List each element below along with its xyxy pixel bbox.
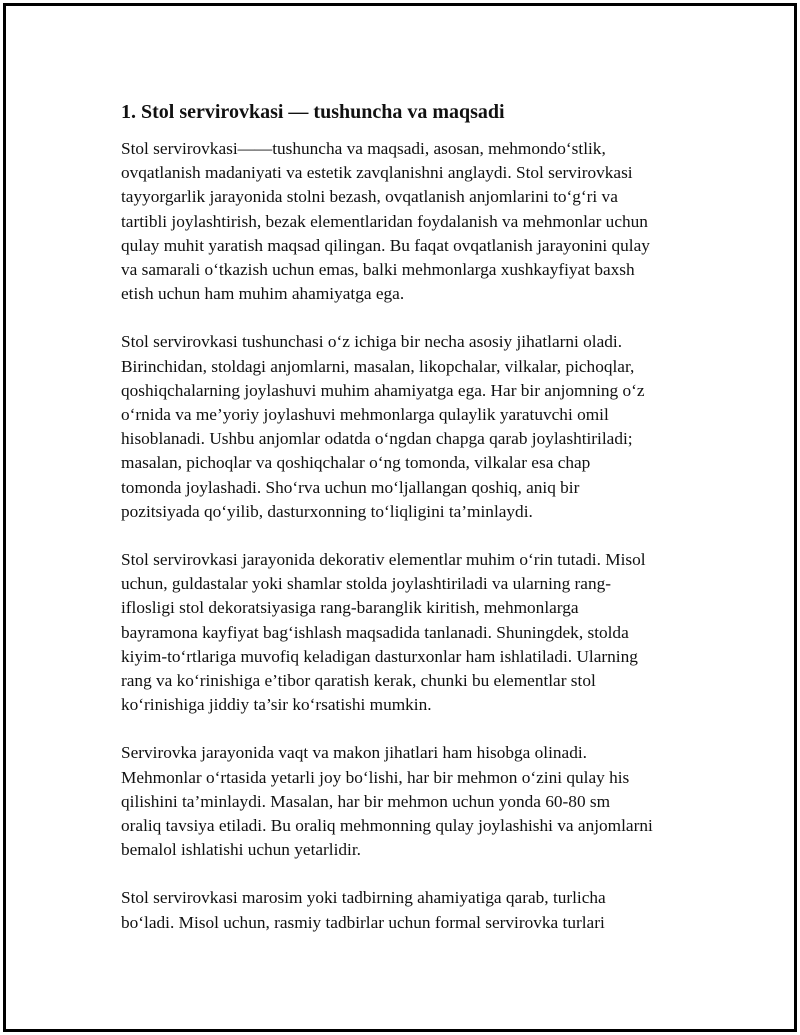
text-line: uchun, guldastalar yoki shamlar stolda joylashtiriladi va ularning rang- <box>121 574 611 594</box>
text-line: va samarali o‘tkazish uchun emas, balki mehmonlarga xushkayfiyat baxsh <box>121 260 635 280</box>
text-line: Stol servirovkasi——tushuncha va maqsadi, asosan, mehmondo‘stlik, <box>121 139 606 158</box>
paragraph-4 <box>121 741 711 862</box>
text-line: hisoblanadi. Ushbu anjomlar odatda o‘ngdan chapga qarab joylashtiriladi; <box>121 429 633 449</box>
text-line: tomonda joylashadi. Sho‘rva uchun mo‘ljallangan qoshiq, aniq bir <box>121 477 580 497</box>
text-line: masalan, pichoqlar va qoshiqchalar o‘ng tomonda, vilkalar esa chap <box>121 453 591 473</box>
document-body <box>121 98 711 959</box>
text-line: pozitsiyada qo‘yilib, dasturxonning to‘liqligini ta’minlaydi. <box>121 501 533 521</box>
text-line: rang va ko‘rinishiga e’tibor qaratish kerak, chunki bu elementlar stol <box>121 671 596 691</box>
text-line: Servirovka jarayonida vaqt va makon jihatlari ham hisobga olinadi. <box>121 743 587 763</box>
page-frame <box>3 3 797 1032</box>
paragraph-1 <box>121 137 711 306</box>
paragraph-2 <box>121 330 711 524</box>
paragraph-5 <box>121 886 711 934</box>
text-line: o‘rnida va me’yoriy joylashuvi mehmonlarga qulaylik yaratuvchi omil <box>121 405 609 425</box>
text-line: Stol servirovkasi marosim yoki tadbirning ahamiyatiga qarab, turlicha <box>121 888 606 908</box>
text-line: qulay muhit yaratish maqsad qilingan. Bu faqat ovqatlanish jarayonini qulay <box>121 235 650 255</box>
section-heading: 1. Stol servirovkasi — tushuncha va maqsadi <box>121 101 505 123</box>
text-line: Mehmonlar o‘rtasida yetarli joy bo‘lishi, har bir mehmon o‘zini qulay his <box>121 767 630 787</box>
text-line: oraliq tavsiya etiladi. Bu oraliq mehmonning qulay joylashishi va anjomlarni <box>121 816 653 836</box>
text-line: ko‘rinishiga jiddiy ta’sir ko‘rsatishi mumkin. <box>121 695 432 715</box>
text-line: tayyorgarlik jarayonida stolni bezash, ovqatlanish anjomlarini to‘g‘ri va <box>121 187 618 207</box>
text-line: etish uchun ham muhim ahamiyatga ega. <box>121 284 405 304</box>
text-line: qilishini ta’minlaydi. Masalan, har bir mehmon uchun yonda 60-80 sm <box>121 791 611 811</box>
text-line: iflosligi stol dekoratsiyasiga rang-baranglik kiritish, mehmonlarga <box>121 598 579 618</box>
text-line: Stol servirovkasi jarayonida dekorativ elementlar muhim o‘rin tutadi. Misol <box>121 550 646 570</box>
text-line: bayramona kayfiyat bag‘ishlash maqsadida tanlanadi. Shuningdek, stolda <box>121 622 629 642</box>
text-line: tartibli joylashtirish, bezak elementlaridan foydalanish va mehmonlar uchun <box>121 211 648 231</box>
text-line: bemalol ishlatishi uchun yetarlidir. <box>121 840 361 860</box>
text-line: ovqatlanish madaniyati va estetik zavqlanishni anglaydi. Stol servirovkasi <box>121 163 633 183</box>
text-line: Birinchidan, stoldagi anjomlarni, masalan, likopchalar, vilkalar, pichoqlar, <box>121 356 635 376</box>
text-line: Stol servirovkasi tushunchasi o‘z ichiga bir necha asosiy jihatlarni oladi. <box>121 332 623 352</box>
text-line: kiyim-to‘rtlariga muvofiq keladigan dasturxonlar ham ishlatiladi. Ularning <box>121 646 638 666</box>
text-line: qoshiqchalarning joylashuvi muhim ahamiyatga ega. Har bir anjomning o‘z <box>121 380 645 400</box>
paragraph-3 <box>121 548 711 717</box>
text-line: bo‘ladi. Misol uchun, rasmiy tadbirlar uchun formal servirovka turlari <box>121 912 605 932</box>
